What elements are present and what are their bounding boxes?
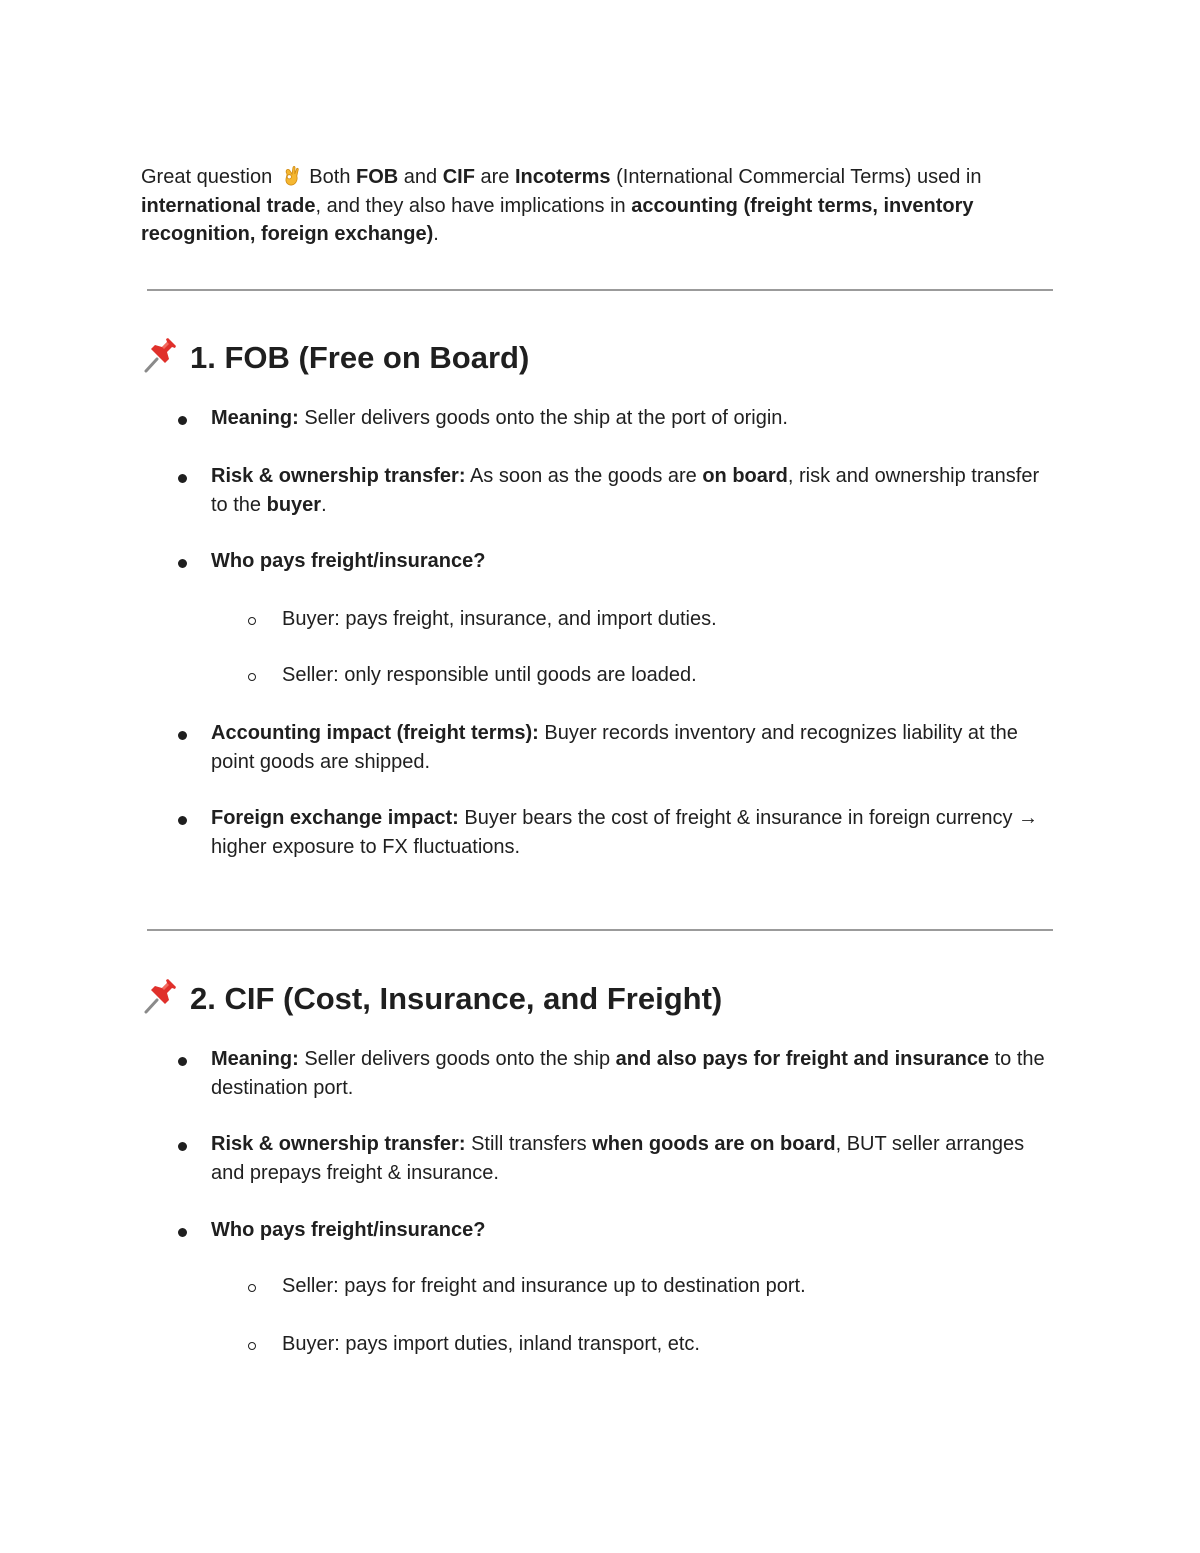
bullet-circle [248,617,256,625]
list-item-text: Seller delivers goods onto the ship [298,1048,616,1070]
bullet-disc [178,816,187,825]
intro-text: and [398,166,443,188]
list-item-label: Foreign exchange impact: [211,807,459,829]
bullet-disc [178,1142,187,1151]
bullet-disc [178,1057,187,1066]
intro-text: are [474,166,515,188]
intro-paragraph [141,163,1061,249]
sub-list-item-text: Buyer: pays freight, insurance, and import duties. [282,608,717,630]
list-item-label: Risk & ownership transfer: [211,465,466,487]
list-item [211,1216,1061,1245]
list-item [211,1130,1061,1187]
bullet-circle [248,1284,256,1292]
section-heading-text: 1. FOB (Free on Board) [190,340,530,375]
bullet-disc [178,559,187,568]
bullet-disc [178,474,187,483]
list-item-label: Who pays freight/insurance? [211,1219,486,1241]
section-divider [147,289,1053,291]
intro-text: , and they also have implications in [315,194,632,217]
sub-list-item [282,1272,1062,1301]
list-item-text: to the destination port. [211,1048,1045,1099]
list-item [211,462,1061,519]
list-item-text: . [321,493,327,516]
list-item [211,1045,1061,1102]
sub-list-item-text: Seller: pays for freight and insurance up to destination port. [282,1275,806,1297]
list-item-label: Meaning: [211,1048,299,1070]
pushpin-icon [141,337,181,375]
bullet-disc [178,731,187,740]
list-item [211,404,1061,433]
list-item-text: , risk and ownership transfer to the [211,465,1040,516]
list-item-bold: on board [702,465,788,487]
intro-bold-international-trade: international trade [141,194,316,217]
section-heading-cif [141,978,722,1019]
intro-bold-fob: FOB [356,166,399,188]
intro-text: Great question [141,166,278,188]
ok-hand-emoji-icon [281,165,301,187]
sub-list-item-text: Buyer: pays import duties, inland transport, etc. [282,1333,700,1355]
list-item-bold: buyer [266,493,322,516]
intro-bold-accounting: accounting (freight terms, inventory recognition, foreign exchange) [141,194,974,245]
bullet-circle [248,1342,256,1350]
list-item-text: Buyer records inventory and recognizes liability at the point goods are shipped. [211,722,1018,773]
list-item-text: Buyer bears the cost of freight & insurance in foreign currency → higher exposure to FX fluctuations. [211,807,1039,858]
list-item [211,719,1061,776]
list-item-bold: when goods are on board [592,1133,836,1155]
sub-list-item [282,605,1062,634]
bullet-disc [178,1228,187,1237]
list-item-text: , BUT seller arranges and prepays freight & insurance. [211,1133,1025,1184]
list-item-text: Seller delivers goods onto the ship at the port of origin. [298,407,788,429]
bullet-disc [178,416,187,425]
section-heading-fob [141,337,529,378]
list-item-label: Who pays freight/insurance? [211,550,486,572]
sub-list-item [282,1330,1062,1359]
intro-text: Both [303,166,357,188]
list-item-label: Risk & ownership transfer: [211,1133,466,1155]
list-item [211,804,1061,861]
section-divider [147,929,1053,931]
list-item-label: Meaning: [211,407,299,429]
list-item-text: Still transfers [465,1133,593,1155]
bullet-circle [248,673,256,681]
intro-bold-incoterms: Incoterms [514,166,611,188]
list-item [211,547,1061,576]
intro-text: . [433,223,439,245]
list-item-bold: and also pays for freight and insurance [615,1048,990,1070]
list-item-text: As soon as the goods are [465,465,703,487]
intro-text: (International Commercial Terms) used in [610,166,982,188]
intro-bold-cif: CIF [442,166,475,188]
pushpin-icon [141,978,181,1016]
section-heading-text: 2. CIF (Cost, Insurance, and Freight) [190,981,723,1016]
sub-list-item-text: Seller: only responsible until goods are loaded. [282,664,697,686]
sub-list-item [282,661,1062,690]
list-item-label: Accounting impact (freight terms): [211,722,539,744]
